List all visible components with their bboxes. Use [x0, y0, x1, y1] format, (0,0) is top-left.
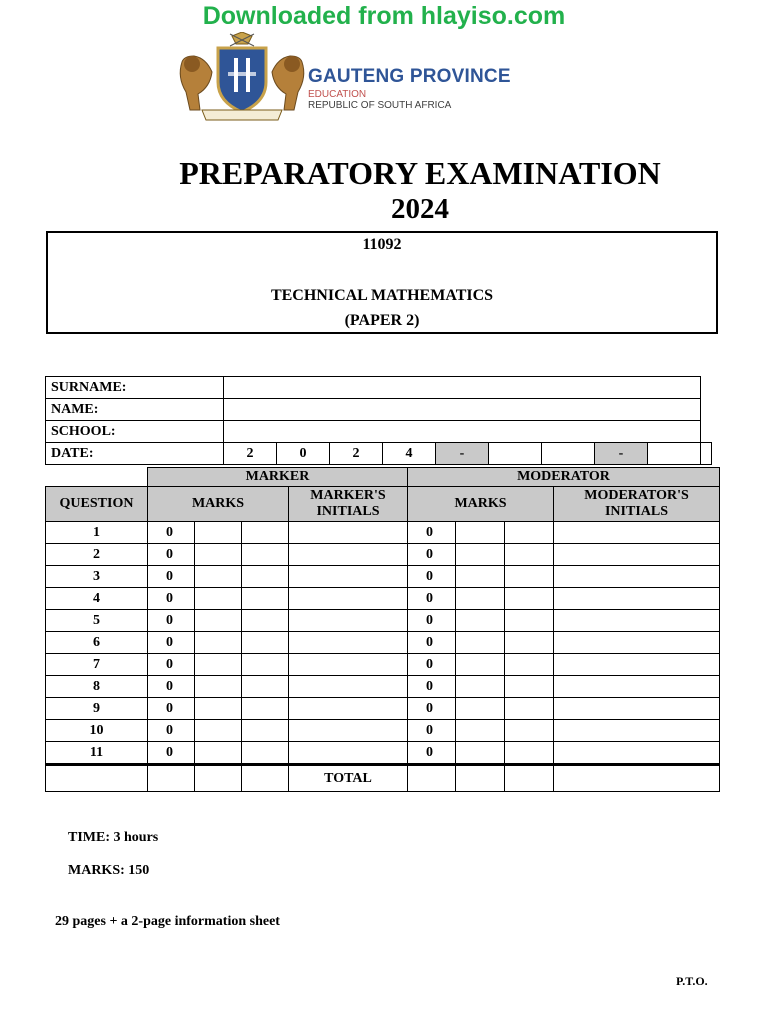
marker-mark-cell[interactable]	[242, 610, 289, 632]
moderator-initials-line1: MODERATOR'S	[584, 488, 689, 503]
moderator-mark-cell[interactable]	[456, 522, 505, 544]
date-cell[interactable]: 2	[330, 443, 383, 465]
date-cell[interactable]	[701, 443, 712, 465]
moderator-header: MODERATOR	[408, 468, 720, 487]
moderator-initials-cell[interactable]	[554, 522, 720, 544]
moderator-mark-cell[interactable]: 0	[408, 698, 456, 720]
moderator-mark-cell[interactable]: 0	[408, 522, 456, 544]
marker-initials-cell[interactable]	[289, 610, 408, 632]
moderator-initials-cell[interactable]	[554, 566, 720, 588]
date-separator: -	[595, 443, 648, 465]
question-number: 4	[46, 588, 148, 610]
moderator-mark-cell[interactable]: 0	[408, 566, 456, 588]
marker-mark-cell[interactable]: 0	[148, 522, 195, 544]
moderator-mark-cell[interactable]	[505, 698, 554, 720]
candidate-details-table	[45, 376, 712, 465]
exam-marks: MARKS: 150	[68, 863, 150, 878]
marker-mark-cell[interactable]	[242, 632, 289, 654]
moderator-mark-cell[interactable]	[505, 522, 554, 544]
marker-mark-cell[interactable]: 0	[148, 588, 195, 610]
table-row	[46, 720, 720, 742]
total-blank	[46, 765, 148, 792]
marker-mark-cell[interactable]	[195, 676, 242, 698]
moderator-mark-cell[interactable]	[505, 544, 554, 566]
school-field[interactable]	[224, 421, 701, 443]
marker-mark-cell[interactable]	[195, 610, 242, 632]
marker-mark-cell[interactable]: 0	[148, 676, 195, 698]
moderator-mark-cell[interactable]	[505, 588, 554, 610]
date-cell[interactable]: 0	[277, 443, 330, 465]
total-marker-cell[interactable]	[195, 765, 242, 792]
moderator-mark-cell[interactable]: 0	[408, 610, 456, 632]
marker-mark-cell[interactable]	[242, 720, 289, 742]
marker-initials-cell[interactable]	[289, 632, 408, 654]
marker-mark-cell[interactable]	[242, 742, 289, 765]
marker-mark-cell[interactable]: 0	[148, 654, 195, 676]
name-label: NAME:	[46, 399, 224, 421]
department-name: EDUCATION	[308, 89, 367, 100]
province-name: GAUTENG PROVINCE	[308, 66, 511, 87]
marker-initials-cell[interactable]	[289, 544, 408, 566]
paper-number: (PAPER 2)	[344, 312, 420, 329]
exam-title: PREPARATORY EXAMINATION	[179, 155, 661, 191]
moderator-mark-cell[interactable]: 0	[408, 720, 456, 742]
moderator-mark-cell[interactable]	[456, 698, 505, 720]
moderator-mark-cell[interactable]	[505, 676, 554, 698]
table-row	[46, 610, 720, 632]
surname-label: SURNAME:	[46, 377, 224, 399]
table-row	[46, 632, 720, 654]
moderator-mark-cell[interactable]: 0	[408, 654, 456, 676]
total-marker-cell[interactable]	[148, 765, 195, 792]
marker-initials-cell[interactable]	[289, 588, 408, 610]
moderator-mark-cell[interactable]: 0	[408, 544, 456, 566]
marker-mark-cell[interactable]	[242, 676, 289, 698]
marker-mark-cell[interactable]: 0	[148, 566, 195, 588]
moderator-initials-cell[interactable]	[554, 742, 720, 765]
table-row	[46, 544, 720, 566]
question-number: 9	[46, 698, 148, 720]
moderator-mark-cell[interactable]	[456, 720, 505, 742]
marker-mark-cell[interactable]: 0	[148, 544, 195, 566]
marker-mark-cell[interactable]	[195, 522, 242, 544]
question-number: 1	[46, 522, 148, 544]
table-row	[46, 566, 720, 588]
marker-mark-cell[interactable]: 0	[148, 610, 195, 632]
country-name: REPUBLIC OF SOUTH AFRICA	[308, 100, 452, 111]
moderator-initials-cell[interactable]	[554, 676, 720, 698]
question-number: 3	[46, 566, 148, 588]
exam-year: 2024	[391, 193, 449, 225]
table-row	[46, 676, 720, 698]
province-text	[308, 66, 511, 111]
moderator-initials-cell[interactable]	[554, 698, 720, 720]
total-moderator-cell[interactable]	[456, 765, 505, 792]
marks-table	[45, 467, 720, 792]
coat-of-arms-logo	[172, 32, 312, 122]
moderator-mark-cell[interactable]: 0	[408, 742, 456, 765]
marker-mark-cell[interactable]	[195, 742, 242, 765]
exam-time: TIME: 3 hours	[68, 830, 159, 845]
marker-mark-cell[interactable]	[195, 566, 242, 588]
question-header: QUESTION	[46, 487, 148, 522]
table-row	[46, 588, 720, 610]
moderator-initials-cell[interactable]	[554, 720, 720, 742]
marker-initials-cell[interactable]	[289, 566, 408, 588]
marker-mark-cell[interactable]	[195, 544, 242, 566]
table-row	[46, 698, 720, 720]
moderator-initials-line2: INITIALS	[604, 504, 669, 519]
date-cell[interactable]: 4	[383, 443, 436, 465]
download-banner: Downloaded from hlayiso.com	[202, 2, 566, 30]
moderator-mark-cell[interactable]	[456, 610, 505, 632]
marker-mark-cell[interactable]	[195, 588, 242, 610]
total-label: TOTAL	[289, 765, 408, 792]
question-number: 11	[46, 742, 148, 765]
question-number: 10	[46, 720, 148, 742]
name-field[interactable]	[224, 399, 701, 421]
marker-mark-cell[interactable]	[195, 720, 242, 742]
marker-mark-cell[interactable]	[195, 698, 242, 720]
school-label: SCHOOL:	[46, 421, 224, 443]
date-cell[interactable]: 2	[224, 443, 277, 465]
moderator-marks-header: MARKS	[408, 487, 554, 522]
page-count: 29 pages + a 2-page information sheet	[55, 914, 280, 929]
marker-initials-header	[289, 487, 408, 522]
blank-header-cell	[46, 468, 148, 487]
subject-name: TECHNICAL MATHEMATICS	[270, 287, 494, 304]
date-label: DATE:	[46, 443, 224, 465]
marker-mark-cell[interactable]: 0	[148, 720, 195, 742]
marker-mark-cell[interactable]: 0	[148, 742, 195, 765]
table-row	[46, 742, 720, 765]
moderator-mark-cell[interactable]	[456, 632, 505, 654]
marker-header: MARKER	[148, 468, 408, 487]
moderator-mark-cell[interactable]	[456, 588, 505, 610]
table-row	[46, 522, 720, 544]
moderator-initials-cell[interactable]	[554, 632, 720, 654]
marker-mark-cell[interactable]	[242, 566, 289, 588]
marker-mark-cell[interactable]	[195, 654, 242, 676]
date-cell[interactable]	[648, 443, 701, 465]
total-moderator-cell[interactable]	[505, 765, 554, 792]
marker-initials-cell[interactable]	[289, 742, 408, 765]
moderator-mark-cell[interactable]	[456, 544, 505, 566]
moderator-mark-cell[interactable]	[505, 720, 554, 742]
marker-mark-cell[interactable]	[242, 698, 289, 720]
moderator-initials-header	[554, 487, 720, 522]
marker-marks-header: MARKS	[148, 487, 289, 522]
moderator-mark-cell[interactable]	[505, 566, 554, 588]
marker-initials-cell[interactable]	[289, 522, 408, 544]
total-moderator-cell[interactable]	[408, 765, 456, 792]
date-separator: -	[436, 443, 489, 465]
moderator-mark-cell[interactable]	[456, 654, 505, 676]
moderator-mark-cell[interactable]	[456, 566, 505, 588]
marker-initials-line2: INITIALS	[316, 504, 380, 519]
marker-mark-cell[interactable]	[242, 522, 289, 544]
question-number: 5	[46, 610, 148, 632]
marker-initials-cell[interactable]	[289, 720, 408, 742]
moderator-mark-cell[interactable]	[456, 742, 505, 765]
question-number: 6	[46, 632, 148, 654]
marker-mark-cell[interactable]	[195, 632, 242, 654]
paper-info-box	[46, 231, 718, 334]
marker-initials-line1: MARKER'S	[310, 488, 386, 503]
question-number: 2	[46, 544, 148, 566]
marker-mark-cell[interactable]: 0	[148, 632, 195, 654]
marker-mark-cell[interactable]	[242, 654, 289, 676]
marker-initials-cell[interactable]	[289, 698, 408, 720]
marker-mark-cell[interactable]	[242, 544, 289, 566]
moderator-mark-cell[interactable]	[456, 676, 505, 698]
question-number: 8	[46, 676, 148, 698]
marker-initials-cell[interactable]	[289, 676, 408, 698]
marker-mark-cell[interactable]: 0	[148, 698, 195, 720]
total-marker-cell[interactable]	[242, 765, 289, 792]
pto-label: P.T.O.	[676, 974, 708, 988]
moderator-mark-cell[interactable]	[505, 742, 554, 765]
surname-field[interactable]	[224, 377, 701, 399]
moderator-mark-cell[interactable]	[505, 610, 554, 632]
paper-code: 11092	[362, 236, 402, 253]
moderator-mark-cell[interactable]: 0	[408, 676, 456, 698]
moderator-initials-cell[interactable]	[554, 610, 720, 632]
moderator-mark-cell[interactable]: 0	[408, 588, 456, 610]
marker-initials-cell[interactable]	[289, 654, 408, 676]
marker-mark-cell[interactable]	[242, 588, 289, 610]
moderator-mark-cell[interactable]	[505, 654, 554, 676]
table-row	[46, 654, 720, 676]
date-cell[interactable]	[542, 443, 595, 465]
moderator-mark-cell[interactable]: 0	[408, 632, 456, 654]
total-moderator-initials[interactable]	[554, 765, 720, 792]
moderator-initials-cell[interactable]	[554, 654, 720, 676]
moderator-mark-cell[interactable]	[505, 632, 554, 654]
date-cell[interactable]	[489, 443, 542, 465]
moderator-initials-cell[interactable]	[554, 544, 720, 566]
moderator-initials-cell[interactable]	[554, 588, 720, 610]
question-number: 7	[46, 654, 148, 676]
